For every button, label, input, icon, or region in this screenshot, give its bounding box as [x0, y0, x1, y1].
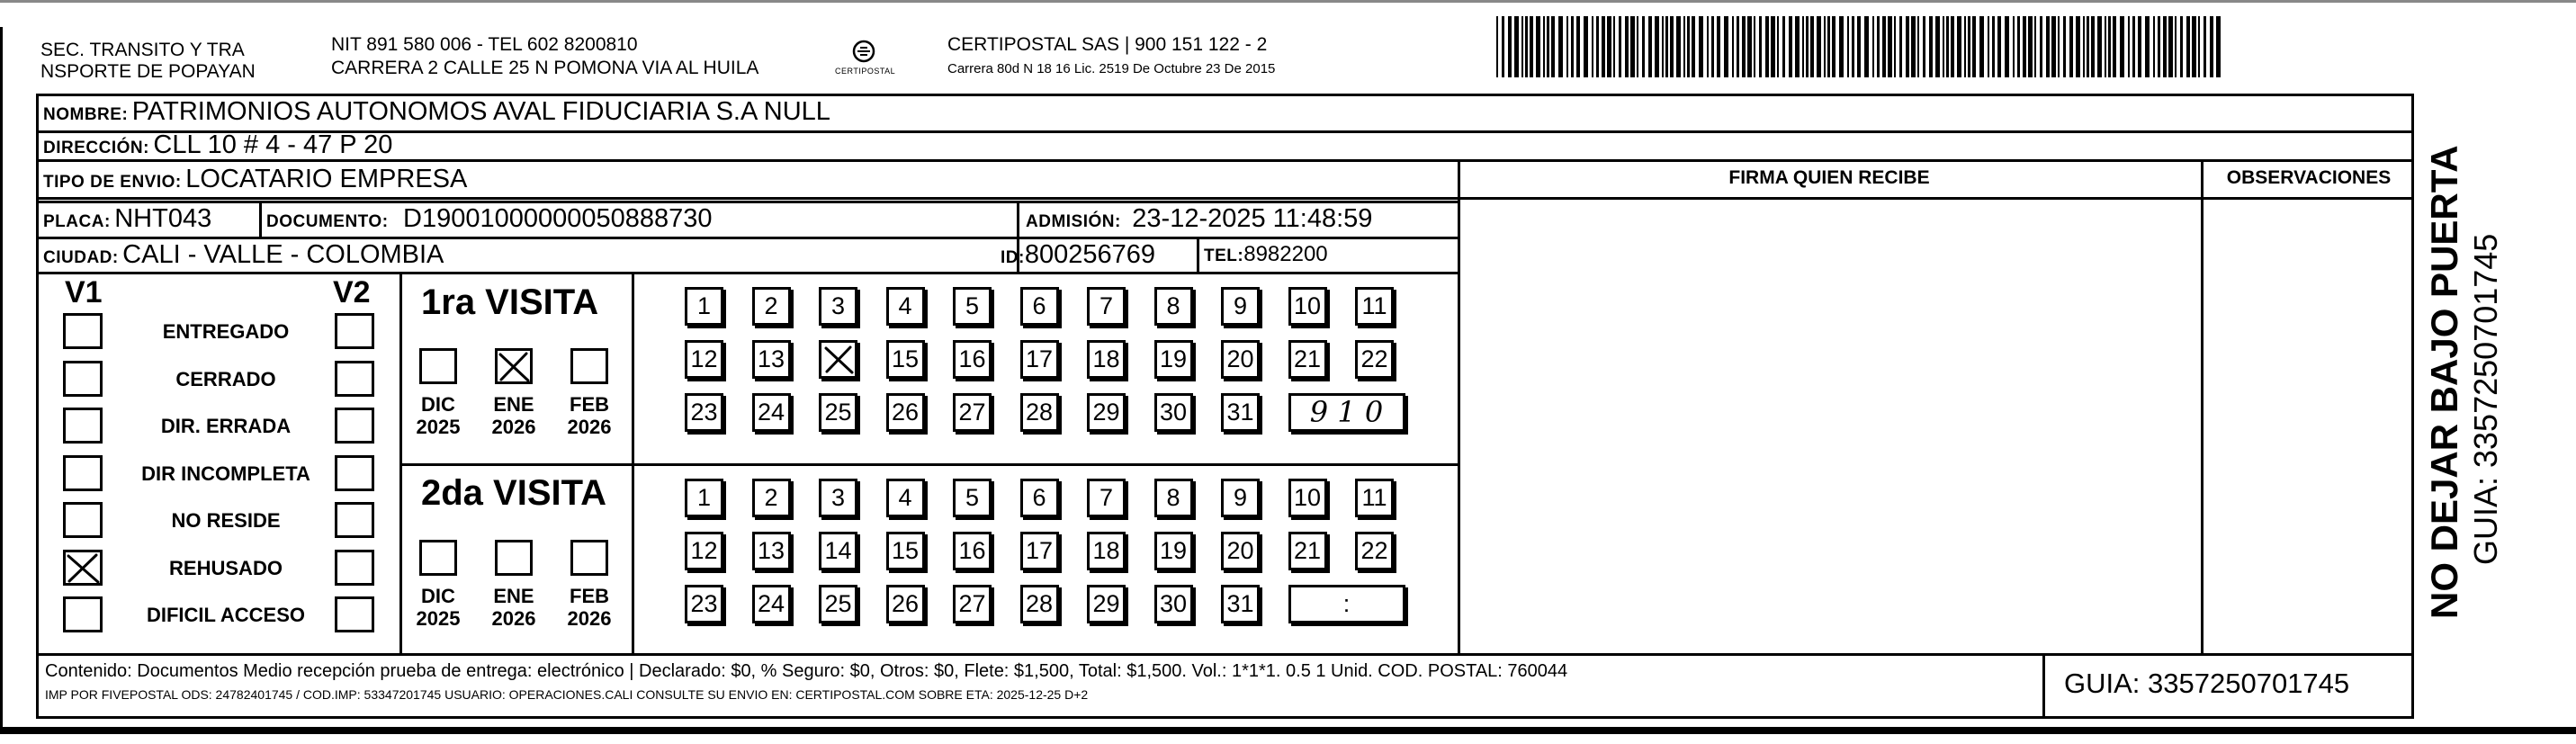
visit1-day-25[interactable]: 25 — [819, 393, 857, 432]
barcode-bar — [1613, 16, 1615, 77]
col-line — [259, 201, 262, 237]
barcode-bar — [1655, 16, 1659, 77]
visit2-day-6[interactable]: 6 — [1020, 479, 1059, 517]
bottom-cut-line — [0, 727, 2576, 734]
barcode-bar — [1759, 16, 1762, 77]
visit1-day-13[interactable]: 13 — [752, 340, 791, 379]
visit1-day-2[interactable]: 2 — [752, 287, 791, 326]
tipo-row — [43, 165, 467, 198]
barcode-bar — [1754, 16, 1755, 77]
col-line — [632, 272, 634, 653]
visit2-day-10[interactable]: 10 — [1288, 479, 1327, 517]
nombre-value: PATRIMONIOS AUTONOMOS AVAL FIDUCIARIA S.A NULL — [131, 97, 830, 126]
barcode-bar — [1888, 16, 1892, 77]
barcode-bar — [2034, 16, 2036, 77]
visit2-day-5[interactable]: 5 — [953, 479, 992, 517]
barcode-bar — [2204, 16, 2206, 77]
barcode-bar — [2216, 16, 2221, 77]
visit2-day-2[interactable]: 2 — [752, 479, 791, 517]
barcode-bar — [1806, 16, 1809, 77]
barcode-bar — [1979, 16, 1984, 77]
barcode-bar — [1607, 16, 1611, 77]
barcode-bar — [2168, 16, 2173, 77]
status-label-dir-errada: DIR. ERRADA — [160, 415, 292, 437]
ciudad-cell — [43, 240, 444, 273]
barcode-bar — [2083, 16, 2085, 77]
visit1-day-26[interactable]: 26 — [886, 393, 925, 432]
barcode-bar — [1988, 16, 1989, 77]
visit2-month-label-ene — [487, 585, 541, 630]
visit2-day-30[interactable]: 30 — [1154, 585, 1193, 623]
ciudad-value: CALI - VALLE - COLOMBIA — [122, 240, 444, 269]
visit1-time-field[interactable]: 9 1 0 — [1288, 393, 1405, 432]
v1-checkbox-rehusado[interactable] — [63, 550, 103, 586]
placa-value: NHT043 — [114, 204, 212, 233]
month-name: ENE — [493, 393, 534, 416]
month-name: DIC — [421, 585, 455, 607]
barcode-bar — [2210, 16, 2213, 77]
visit1-day-3[interactable]: 3 — [819, 287, 857, 326]
visit1-day-4[interactable]: 4 — [886, 287, 925, 326]
barcode-bar — [2163, 16, 2167, 77]
barcode-bar — [1602, 16, 1605, 77]
v1-checkbox-no-reside[interactable] — [63, 502, 103, 538]
barcode-bar — [2186, 16, 2190, 77]
direccion-value: CLL 10 # 4 - 47 P 20 — [153, 130, 393, 159]
barcode-bar — [1852, 16, 1854, 77]
barcode-bar — [1968, 16, 1970, 77]
visit1-day-27[interactable]: 27 — [953, 393, 992, 432]
barcode-bar — [1547, 16, 1549, 77]
col-line — [2042, 653, 2045, 719]
visit2-day-31[interactable]: 31 — [1221, 585, 1260, 623]
barcode-bar — [1558, 16, 1563, 77]
barcode-bar — [2120, 16, 2124, 77]
v1-label: V1 — [65, 275, 103, 309]
barcode-bar — [1742, 16, 1746, 77]
direccion-row — [43, 130, 392, 164]
barcode-bar — [2087, 16, 2089, 77]
x-mark-icon — [66, 552, 102, 585]
visit2-title: 2da VISITA — [421, 473, 606, 513]
barcode-bar — [2017, 16, 2020, 77]
barcode-bar — [1964, 16, 1966, 77]
barcode-bar — [1732, 16, 1734, 77]
barcode-bar — [2138, 16, 2141, 77]
v2-checkbox-dificil-acceso[interactable] — [335, 596, 374, 632]
visit1-day-20[interactable]: 20 — [1221, 340, 1260, 379]
barcode-bar — [1992, 16, 1995, 77]
visit2-day-7[interactable]: 7 — [1087, 479, 1126, 517]
barcode-bar — [1625, 16, 1629, 77]
visit2-day-27[interactable]: 27 — [953, 585, 992, 623]
visit1-day-17[interactable]: 17 — [1020, 340, 1059, 379]
barcode-bar — [1707, 16, 1709, 77]
documento-cell — [266, 204, 713, 238]
barcode-bar — [1637, 16, 1638, 77]
admision-value: 23-12-2025 11:48:59 — [1132, 204, 1373, 233]
visit1-day-12[interactable]: 12 — [685, 340, 723, 379]
v1-checkbox-entregado[interactable] — [63, 313, 103, 349]
barcode-bar — [2108, 16, 2111, 77]
v2-checkbox-dir-incompleta[interactable] — [335, 455, 374, 491]
v1-checkbox-cerrado[interactable] — [63, 361, 103, 397]
barcode-bar — [1521, 16, 1523, 77]
col-line — [399, 272, 402, 653]
barcode-bar — [1782, 16, 1785, 77]
v2-checkbox-entregado[interactable] — [335, 313, 374, 349]
barcode-bar — [1662, 16, 1664, 77]
visit2-day-17[interactable]: 17 — [1020, 532, 1059, 570]
barcode-bar — [2198, 16, 2200, 77]
barcode-bar — [1525, 16, 1528, 77]
barcode-bar — [1827, 16, 1830, 77]
barcode-bar — [1946, 16, 1949, 77]
barcode-bar — [1906, 16, 1909, 77]
id-label: ID: — [1001, 248, 1025, 267]
row-line — [36, 130, 2414, 133]
barcode-bar — [1832, 16, 1836, 77]
v2-checkbox-dir-errada[interactable] — [335, 408, 374, 444]
barcode-bar — [2145, 16, 2150, 77]
barcode-bar — [1899, 16, 1902, 77]
status-label-rehusado: REHUSADO — [169, 556, 283, 579]
visit2-day-22[interactable]: 22 — [1355, 532, 1394, 570]
carrier-logo — [830, 40, 898, 79]
x-mark-icon — [823, 345, 856, 375]
barcode-bar — [1592, 16, 1593, 77]
admision-cell — [1026, 204, 1372, 238]
visit2-day-1[interactable]: 1 — [685, 479, 723, 517]
visit2-day-4[interactable]: 4 — [886, 479, 925, 517]
barcode-bar — [1839, 16, 1844, 77]
visit1-day-14[interactable] — [819, 340, 857, 379]
barcode-bar — [1699, 16, 1703, 77]
visit1-day-9[interactable]: 9 — [1221, 287, 1260, 326]
visit2-day-9[interactable]: 9 — [1221, 479, 1260, 517]
visit1-day-31[interactable]: 31 — [1221, 393, 1260, 432]
month-year: 2026 — [491, 607, 536, 630]
barcode-bar — [1642, 16, 1645, 77]
barcode-bar — [1536, 16, 1540, 77]
visit2-month-label-feb — [562, 585, 616, 630]
barcode-bar — [1711, 16, 1714, 77]
visit2-day-26[interactable]: 26 — [886, 585, 925, 623]
month-year: 2025 — [416, 607, 461, 630]
visit1-day-28[interactable]: 28 — [1020, 393, 1059, 432]
status-label-cerrado: CERRADO — [175, 367, 276, 390]
v1-checkbox-dir-incompleta[interactable] — [63, 455, 103, 491]
firma-header: FIRMA QUIEN RECIBE — [1728, 167, 1930, 188]
barcode-bar — [1847, 16, 1849, 77]
row-line — [399, 463, 1458, 466]
barcode-bar — [1502, 16, 1504, 77]
barcode — [1496, 16, 2225, 77]
admision-label: ADMISIÓN: — [1026, 212, 1121, 231]
barcode-bar — [1864, 16, 1869, 77]
visit1-day-30[interactable]: 30 — [1154, 393, 1193, 432]
ciudad-label: CIUDAD: — [43, 248, 119, 267]
visit1-month-label-dic — [411, 393, 465, 438]
sender-line-2: NSPORTE DE POPAYAN — [40, 61, 256, 82]
tel-value: 8982200 — [1243, 242, 1328, 266]
visit2-day-12[interactable]: 12 — [685, 532, 723, 570]
barcode-bar — [2063, 16, 2066, 77]
carrier-line-2: Carrera 80d N 18 16 Lic. 2519 De Octubre 23 De 2015 — [947, 61, 1276, 76]
visit2-day-18[interactable]: 18 — [1087, 532, 1126, 570]
footer-line-1: Contenido: Documentos Medio recepción prueba de entrega: electrónico | Declarado: $0, % Seguro: $0, Otros: $0, Flete: $1,500, Total: $1,500. Vol.: 1*1*1. 0.5 1 Unid. COD. POSTAL: 760044 — [45, 661, 1568, 681]
barcode-bar — [1676, 16, 1681, 77]
barcode-bar — [2005, 16, 2009, 77]
visit1-month-checkbox-feb[interactable] — [570, 348, 608, 384]
barcode-bar — [1929, 16, 1933, 77]
visit2-day-23[interactable]: 23 — [685, 585, 723, 623]
visit2-month-checkbox-dic[interactable] — [419, 540, 457, 576]
barcode-bar — [1737, 16, 1739, 77]
v2-checkbox-no-reside[interactable] — [335, 502, 374, 538]
barcode-bar — [1857, 16, 1861, 77]
visit2-day-8[interactable]: 8 — [1154, 479, 1193, 517]
barcode-bar — [1747, 16, 1752, 77]
barcode-bar — [1648, 16, 1652, 77]
barcode-bar — [1670, 16, 1674, 77]
month-name: FEB — [570, 585, 609, 607]
visit1-day-11[interactable]: 11 — [1355, 287, 1394, 326]
carrier-line-1: CERTIPOSTAL SAS | 900 151 122 - 2 — [947, 34, 1268, 55]
visit1-day-6[interactable]: 6 — [1020, 287, 1059, 326]
v2-checkbox-rehusado[interactable] — [335, 550, 374, 586]
barcode-bar — [2128, 16, 2130, 77]
visit2-day-15[interactable]: 15 — [886, 532, 925, 570]
left-margin-line — [0, 27, 3, 729]
barcode-bar — [1795, 16, 1800, 77]
col-line — [1197, 237, 1199, 272]
v1-checkbox-dificil-acceso[interactable] — [63, 596, 103, 632]
col-line — [1458, 159, 1460, 653]
barcode-bar — [1789, 16, 1792, 77]
barcode-bar — [1810, 16, 1814, 77]
visit1-day-23[interactable]: 23 — [685, 393, 723, 432]
barcode-bar — [1777, 16, 1779, 77]
direccion-label: DIRECCIÓN: — [43, 139, 149, 157]
barcode-bar — [1687, 16, 1690, 77]
status-label-dificil-acceso: DIFICIL ACCESO — [146, 604, 305, 626]
v1-checkbox-dir-errada[interactable] — [63, 408, 103, 444]
barcode-bar — [1935, 16, 1940, 77]
id-value: 800256769 — [1024, 240, 1155, 269]
visit2-day-25[interactable]: 25 — [819, 585, 857, 623]
visit1-day-16[interactable]: 16 — [953, 340, 992, 379]
month-year: 2025 — [416, 416, 461, 438]
id-cell — [1001, 240, 1155, 273]
visit2-day-20[interactable]: 20 — [1221, 532, 1260, 570]
visit1-month-label-feb — [562, 393, 616, 438]
barcode-bar — [1630, 16, 1635, 77]
barcode-bar — [1571, 16, 1574, 77]
barcode-bar — [2058, 16, 2060, 77]
barcode-bar — [2051, 16, 2056, 77]
nit-line: NIT 891 580 006 - TEL 602 8200810 — [331, 34, 638, 55]
barcode-bar — [1765, 16, 1769, 77]
visit2-day-14[interactable]: 14 — [819, 532, 857, 570]
month-name: DIC — [421, 393, 455, 416]
barcode-bar — [1972, 16, 1976, 77]
barcode-bar — [2158, 16, 2160, 77]
barcode-bar — [1802, 16, 1804, 77]
visit1-day-29[interactable]: 29 — [1087, 393, 1126, 432]
barcode-bar — [2091, 16, 2095, 77]
barcode-bar — [2132, 16, 2135, 77]
row-line — [36, 159, 2414, 162]
barcode-bar — [1951, 16, 1954, 77]
barcode-bar — [2040, 16, 2042, 77]
barcode-bar — [2153, 16, 2155, 77]
barcode-bar — [1496, 16, 1498, 77]
barcode-bar — [1997, 16, 2001, 77]
month-year: 2026 — [567, 607, 612, 630]
barcode-bar — [1665, 16, 1668, 77]
visit2-day-29[interactable]: 29 — [1087, 585, 1126, 623]
visit2-day-21[interactable]: 21 — [1288, 532, 1327, 570]
visit1-month-label-ene — [487, 393, 541, 438]
barcode-bar — [1817, 16, 1821, 77]
barcode-bar — [2113, 16, 2116, 77]
visit2-day-16[interactable]: 16 — [953, 532, 992, 570]
barcode-bar — [1566, 16, 1568, 77]
visit1-day-22[interactable]: 22 — [1355, 340, 1394, 379]
barcode-bar — [1692, 16, 1695, 77]
visit2-day-13[interactable]: 13 — [752, 532, 791, 570]
barcode-bar — [1683, 16, 1685, 77]
nombre-row — [43, 97, 830, 130]
barcode-bar — [2105, 16, 2106, 77]
barcode-bar — [1957, 16, 1961, 77]
address-line: CARRERA 2 CALLE 25 N POMONA VIA AL HUILA — [331, 58, 759, 78]
visit1-day-7[interactable]: 7 — [1087, 287, 1126, 326]
barcode-bar — [2175, 16, 2177, 77]
sender-line-1: SEC. TRANSITO Y TRA — [40, 40, 245, 60]
visit1-day-21[interactable]: 21 — [1288, 340, 1327, 379]
side-guia: GUIA: 3357250701745 — [2467, 233, 2504, 565]
barcode-bar — [2180, 16, 2183, 77]
barcode-bar — [1771, 16, 1775, 77]
barcode-bar — [1724, 16, 1728, 77]
row-line — [36, 653, 2414, 656]
logo-text: CERTIPOSTAL — [835, 67, 896, 76]
barcode-bar — [1872, 16, 1874, 77]
barcode-bar — [1584, 16, 1588, 77]
col-line — [2201, 159, 2204, 653]
month-year: 2026 — [491, 416, 536, 438]
visit1-day-19[interactable]: 19 — [1154, 340, 1193, 379]
status-label-entregado: ENTREGADO — [162, 320, 290, 343]
visit2-month-checkbox-feb[interactable] — [570, 540, 608, 576]
visit2-day-19[interactable]: 19 — [1154, 532, 1193, 570]
barcode-bar — [1576, 16, 1580, 77]
barcode-bar — [1596, 16, 1599, 77]
visit1-day-15[interactable]: 15 — [886, 340, 925, 379]
visit2-month-checkbox-ene[interactable] — [495, 540, 533, 576]
x-mark-icon — [498, 351, 532, 383]
barcode-bar — [1551, 16, 1555, 77]
visit1-title: 1ra VISITA — [421, 282, 599, 322]
barcode-bar — [1543, 16, 1545, 77]
barcode-bar — [2028, 16, 2033, 77]
row-line — [36, 201, 1458, 203]
visit2-day-24[interactable]: 24 — [752, 585, 791, 623]
barcode-bar — [2046, 16, 2050, 77]
visit2-month-label-dic — [411, 585, 465, 630]
tipo-label: TIPO DE ENVIO: — [43, 173, 182, 192]
tipo-value: LOCATARIO EMPRESA — [185, 165, 468, 193]
footer-guia: GUIA: 3357250701745 — [2064, 668, 2350, 699]
barcode-bar — [2192, 16, 2196, 77]
visit1-day-18[interactable]: 18 — [1087, 340, 1126, 379]
visit2-day-28[interactable]: 28 — [1020, 585, 1059, 623]
barcode-bar — [1882, 16, 1886, 77]
side-warning: NO DEJAR BAJO PUERTA — [2423, 145, 2465, 619]
barcode-bar — [2013, 16, 2015, 77]
visit2-time-field[interactable]: : — [1288, 585, 1405, 623]
month-name: FEB — [570, 393, 609, 416]
footer-line-2: IMP POR FIVEPOSTAL ODS: 24782401745 / COD.IMP: 53347201745 USUARIO: OPERACIONES.CALI CONSULTE SU ENVIO EN: CERTIPOSTAL.COM SOBRE ETA: 2025-12-25 D+2 — [45, 687, 1089, 702]
v2-label: V2 — [333, 275, 371, 309]
placa-cell — [43, 204, 211, 238]
observaciones-header: OBSERVACIONES — [2226, 167, 2392, 188]
status-label-dir-incompleta: DIR INCOMPLETA — [141, 462, 310, 485]
status-label-no-reside: NO RESIDE — [171, 509, 281, 532]
placa-label: PLACA: — [43, 212, 111, 231]
top-cut-line — [0, 0, 2576, 3]
barcode-bar — [2023, 16, 2026, 77]
barcode-bar — [1619, 16, 1621, 77]
barcode-bar — [1894, 16, 1896, 77]
barcode-bar — [1717, 16, 1720, 77]
barcode-bar — [1917, 16, 1919, 77]
barcode-bar — [2076, 16, 2080, 77]
visit2-day-3[interactable]: 3 — [819, 479, 857, 517]
nombre-label: NOMBRE: — [43, 105, 129, 124]
visit1-day-24[interactable]: 24 — [752, 393, 791, 432]
visit1-month-checkbox-ene[interactable] — [495, 348, 533, 384]
v2-checkbox-cerrado[interactable] — [335, 361, 374, 397]
visit1-day-10[interactable]: 10 — [1288, 287, 1327, 326]
barcode-bar — [1877, 16, 1880, 77]
visit1-month-checkbox-dic[interactable] — [419, 348, 457, 384]
barcode-bar — [1943, 16, 1944, 77]
visit1-day-8[interactable]: 8 — [1154, 287, 1193, 326]
visit1-day-5[interactable]: 5 — [953, 287, 992, 326]
documento-label: DOCUMENTO: — [266, 212, 389, 231]
documento-value: D19001000000050888730 — [403, 204, 713, 233]
barcode-bar — [1923, 16, 1925, 77]
barcode-bar — [1514, 16, 1519, 77]
barcode-bar — [1530, 16, 1533, 77]
visit2-day-11[interactable]: 11 — [1355, 479, 1394, 517]
barcode-bar — [1508, 16, 1512, 77]
barcode-bar — [2097, 16, 2102, 77]
tel-label: TEL: — [1204, 247, 1244, 265]
visit1-day-1[interactable]: 1 — [685, 287, 723, 326]
month-name: ENE — [493, 585, 534, 607]
barcode-bar — [1911, 16, 1916, 77]
barcode-bar — [2069, 16, 2073, 77]
barcode-bar — [1824, 16, 1826, 77]
month-year: 2026 — [567, 416, 612, 438]
tel-cell — [1204, 240, 1328, 272]
